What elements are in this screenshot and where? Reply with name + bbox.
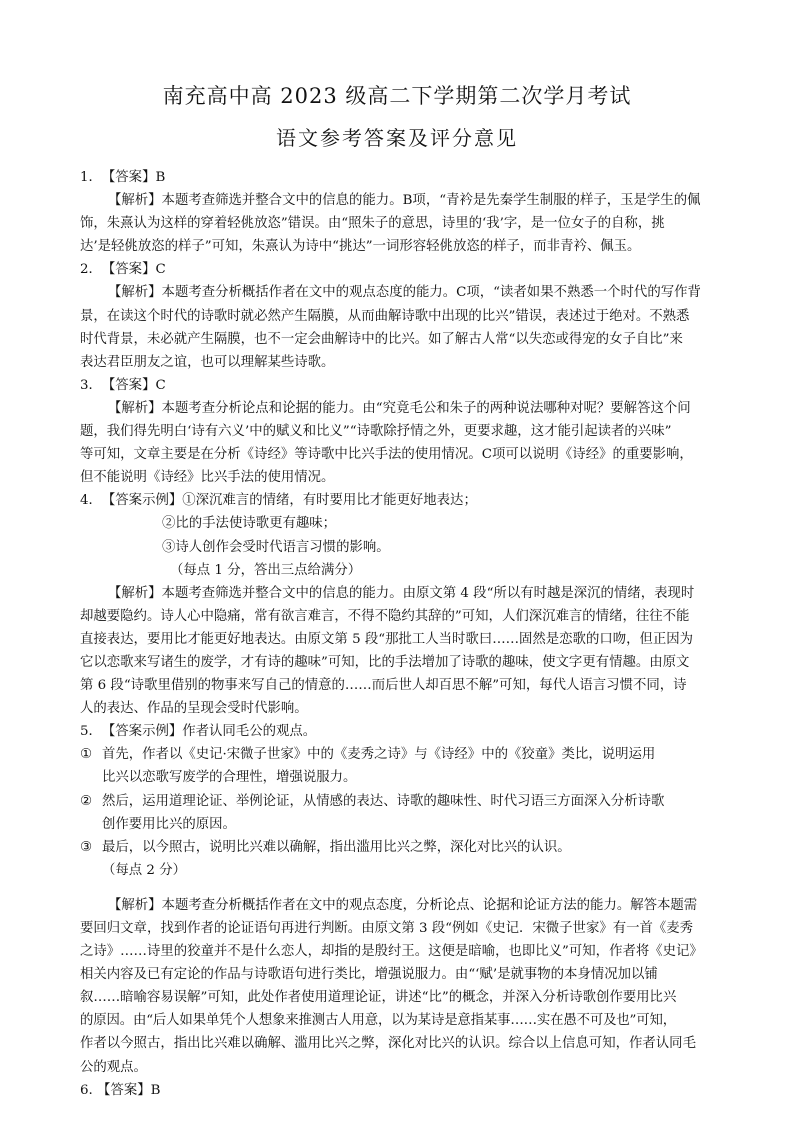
q5-answer: 5． 【答案示例】作者认同毛公的观点。 — [80, 724, 317, 740]
page-title: 南充高中高 2023 级高二下学期第二次学月考试 — [162, 84, 632, 108]
q4-answer-point: ③诗人创作会受时代语言习惯的影响。 — [162, 539, 390, 555]
q5-point-number: ② — [80, 793, 93, 809]
q1-analysis-line: 饰，朱熹认为这样的穿着轻佻放恣”错误。由“照朱子的意思，诗里的‘我’字，是一位女子的自称，挑 — [80, 216, 665, 232]
q3-answer: 3． 【答案】C — [80, 377, 166, 393]
q2-analysis-line: 表达君臣朋友之谊，也可以理解某些诗歌。 — [80, 354, 335, 370]
q3-analysis-line: 但不能说明《诗经》比兴手法的使用情况。 — [80, 470, 335, 486]
q4-analysis-line: 【解析】本题考查筛选并整合文中的信息的能力。由原文第 4 段“所以有时越是深沉的情绪，表现时 — [108, 585, 695, 601]
q4-analysis-line: 它以恋歌来写诸生的废学，才有诗的趣味”可知，比的手法增加了诗歌的趣味，使文字更有情趣。由原文 — [80, 654, 690, 670]
q5-point-number: ③ — [80, 839, 93, 855]
q6-answer: 6. 【答案】B — [80, 1082, 161, 1098]
q3-analysis-line: 【解析】本题考查分析论点和论据的能力。由“究竟毛公和朱子的两种说法哪种对呢？要解答这个问 — [108, 400, 691, 416]
q4-analysis-line: 却越要隐约。诗人心中隐痛，常有欲言难言，不得不隐约其辞的”可知，人们深沉难言的情绪，往往不能 — [80, 608, 690, 624]
q4-scoring-note: （每点 1 分，答出三点给满分） — [170, 562, 362, 578]
q5-analysis-line: 要回归文章，找到作者的论证语句再进行判断。由原文第 3 段“例如《史记．宋微子世家》有一首《麦秀 — [80, 921, 694, 936]
q4-analysis-line: 第 6 段“诗歌里借别的物事来写自己的情意的……而后世人却百思不解”可知，每代人语言习惯不同，诗 — [80, 678, 687, 694]
q2-analysis-line: 景，在读这个时代的诗歌时就必然产生隔膜，从而曲解诗歌中出现的比兴”错误，表述过于绝对。不熟悉 — [80, 308, 690, 324]
q5-answer-point — [80, 836, 720, 859]
q4-analysis-line: 直接表达，要用比才能更好地表达。由原文第 5 段“那批工人当时歌曰……固然是恋歌的口吻，但正因为 — [80, 631, 694, 647]
q5-analysis-line: 的原因。由“后人如果单凭个人想象来推测古人用意，以为某诗是意指某事……实在愚不可及也”可知， — [80, 1013, 676, 1029]
answer-body — [80, 166, 720, 1102]
q5-point-text: 首先，作者以《史记·宋微子世家》中的《麦秀之诗》与《诗经》中的《狡童》类比，说明运用 — [102, 747, 656, 763]
q5-analysis-line: 公的观点。 — [80, 1059, 147, 1075]
q4-answer-point: ②比的手法使诗歌更有趣味； — [162, 516, 337, 532]
q1-analysis-line: 达’是轻佻放恣的样子”可知，朱熹认为诗中“挑达”一词形容轻佻放恣的样子，而非青衿、佩玉。 — [80, 239, 641, 255]
q3-analysis-line: 等可知，文章主要是在分析《诗经》等诗歌中比兴手法的使用情况。C项可以说明《诗经》的重要影响， — [80, 447, 693, 463]
q4-analysis-line: 人的表达、作品的呈现会受时代影响。 — [80, 701, 308, 717]
q5-analysis-line: 【解析】本题考查分析概括作者在文中的观点态度，分析论点、论据和论证方法的能力。解答本题需 — [108, 897, 698, 913]
q5-point-number: ① — [80, 747, 93, 763]
q1-answer: 1． 【答案】B — [80, 170, 166, 185]
q5-analysis-line: 相关内容及已有定论的作品与诗歌语句进行类比，增强说服力。由“‘赋’是就事物的本身情况加以铺 — [80, 967, 658, 983]
q4-answer: 4． 【答案示例】①深沉难言的情绪，有时要用比才能更好地表达； — [80, 493, 477, 509]
q1-analysis-line: 【解析】本题考查筛选并整合文中的信息的能力。B项，“青衿是先秦学生制服的样子，玉是学生的佩 — [108, 193, 701, 209]
q3-analysis-line: 题，我们得先明白‘诗有六义’中的赋义和比义”“诗歌除抒情之外，更要求趣，这才能引起读者的兴味” — [80, 424, 672, 440]
q5-point-text: 比兴以恋歌写废学的合理性，增强说服力。 — [102, 770, 357, 786]
q5-point-text: 最后，以今照古，说明比兴难以确解，指出滥用比兴之弊，深化对比兴的认识。 — [102, 839, 571, 855]
page-subtitle: 语文参考答案及评分意见 — [276, 126, 518, 150]
q5-point-text: 创作要用比兴的原因。 — [102, 816, 236, 832]
q2-analysis-line: 时代背景，未必就产生隔膜，也不一定会曲解诗中的比兴。如了解古人常“以失恋或得宠的女子自比”来 — [80, 331, 683, 347]
q5-point-text: 然后，运用道理论证、举例论证，从情感的表达、诗歌的趣味性、时代习语三方面深入分析诗歌 — [102, 793, 665, 809]
q5-answer-point — [80, 790, 720, 813]
q5-analysis-line: 叙……暗喻容易误解”可知，此处作者使用道理论证，讲述“比”的概念，并深入分析诗歌创作要用比兴 — [80, 990, 677, 1006]
q5-scoring-note: （每点 2 分） — [102, 862, 186, 878]
q5-analysis-line: 之诗》……诗里的狡童并不是什么恋人，却指的是殷纣王。这便是暗喻，也即比义”可知，作者将《史记》 — [80, 944, 703, 960]
q2-answer: 2． 【答案】C — [80, 262, 166, 278]
q2-analysis-line: 【解析】本题考查分析概括作者在文中的观点态度的能力。C项，“读者如果不熟悉一个时代的写作背 — [108, 285, 701, 301]
q5-analysis-line: 作者以今照古，指出比兴难以确解、滥用比兴之弊，深化对比兴的认识。综合以上信息可知，作者认同毛 — [80, 1036, 696, 1052]
spacer — [80, 882, 720, 894]
q5-answer-point — [80, 743, 720, 766]
